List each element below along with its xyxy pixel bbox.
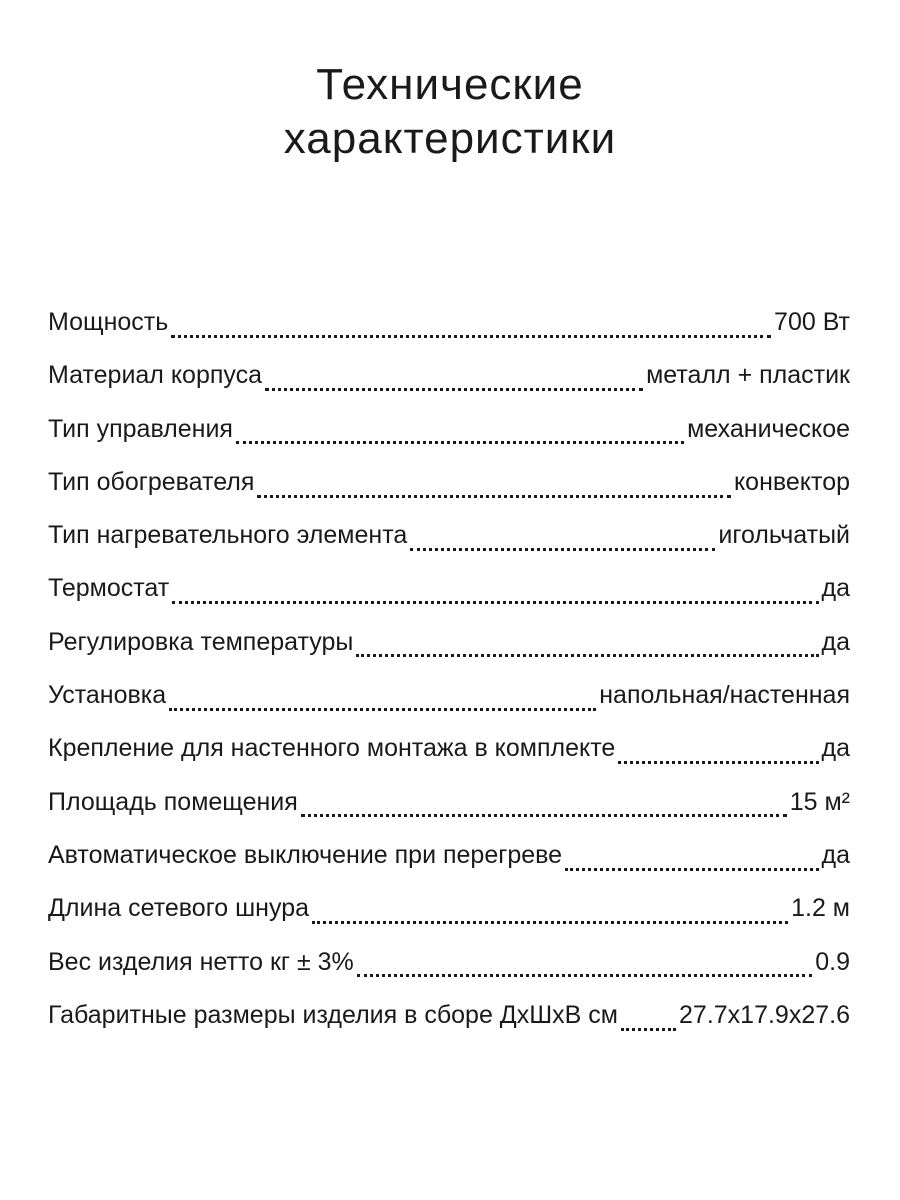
spec-value: да — [821, 574, 850, 603]
spec-row-room-area — [48, 776, 850, 829]
spec-row-power — [48, 296, 850, 349]
dot-leader — [357, 957, 812, 981]
spec-value: 1.2 м — [791, 894, 850, 923]
spec-label: Тип нагревательного элемента — [48, 521, 408, 550]
spec-row-heater-type — [48, 456, 850, 509]
spec-value: конвектор — [733, 467, 850, 496]
spec-label: Тип управления — [48, 414, 233, 443]
dot-leader — [301, 797, 787, 821]
spec-row-thermostat — [48, 562, 850, 615]
dot-leader — [236, 424, 684, 448]
spec-value: 15 м² — [789, 787, 850, 816]
spec-row-control-type — [48, 403, 850, 456]
dot-leader — [257, 478, 731, 502]
spec-row-net-weight — [48, 936, 850, 989]
spec-label: Термостат — [48, 574, 170, 603]
spec-value: 0.9 — [815, 947, 850, 976]
dot-leader — [410, 531, 715, 555]
page-title — [0, 58, 900, 166]
spec-value: игольчатый — [718, 521, 850, 550]
spec-row-overheat-shutoff — [48, 829, 850, 882]
dot-leader — [171, 318, 771, 342]
dot-leader — [312, 904, 788, 928]
spec-label: Длина сетевого шнура — [48, 894, 309, 923]
spec-value: 700 Вт — [774, 308, 850, 336]
spec-row-heating-element — [48, 509, 850, 562]
spec-value: металл + пластик — [646, 361, 850, 390]
spec-label: Установка — [48, 681, 167, 710]
spec-label: Регулировка температуры — [48, 627, 354, 656]
spec-value: напольная/настенная — [599, 681, 850, 710]
dot-leader — [265, 371, 643, 395]
spec-row-wall-mount — [48, 722, 850, 775]
spec-label: Габаритные размеры изделия в сборе ДхШхВ см — [48, 1000, 618, 1029]
spec-value: да — [821, 840, 850, 869]
spec-row-temperature-control — [48, 616, 850, 669]
dot-leader — [169, 691, 596, 715]
spec-label: Материал корпуса — [48, 361, 263, 390]
title-line-1: Технические — [316, 60, 584, 109]
spec-value: да — [821, 627, 850, 656]
spec-label: Площадь помещения — [48, 787, 298, 816]
spec-row-cord-length — [48, 882, 850, 935]
spec-label: Мощность — [48, 308, 169, 336]
spec-label: Крепление для настенного монтажа в комплекте — [48, 734, 616, 763]
spec-value: 27.7x17.9x27.6 — [679, 1000, 850, 1029]
dot-leader — [621, 1011, 676, 1035]
spec-row-dimensions — [48, 989, 850, 1042]
dot-leader — [618, 744, 818, 768]
spec-label: Вес изделия нетто кг ± 3% — [48, 947, 354, 976]
dot-leader — [565, 851, 818, 875]
dot-leader — [172, 584, 818, 608]
spec-row-installation — [48, 669, 850, 722]
spec-value: да — [821, 734, 850, 763]
spec-label: Автоматическое выключение при перегреве — [48, 840, 563, 869]
dot-leader — [356, 637, 818, 661]
title-line-2: характеристики — [283, 114, 617, 163]
spec-value: механическое — [687, 414, 850, 443]
spec-row-body-material — [48, 349, 850, 402]
specs-list — [48, 296, 850, 1042]
spec-label: Тип обогревателя — [48, 467, 255, 496]
